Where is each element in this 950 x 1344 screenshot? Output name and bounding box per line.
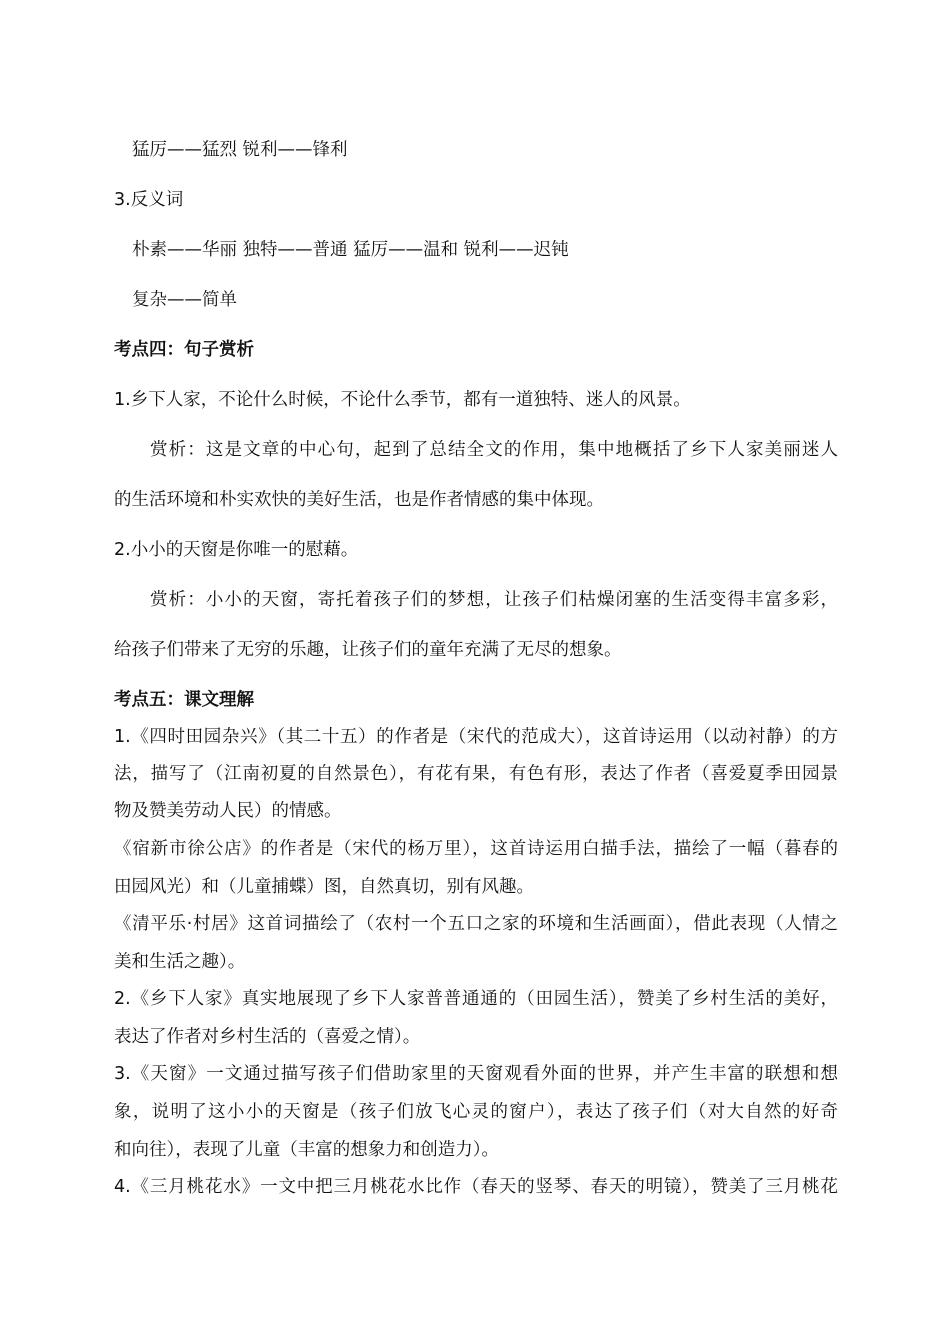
paragraph-line: 表达了作者对乡村生活的（喜爱之情）。: [114, 1027, 421, 1047]
paragraph-line: 《清平乐·村居》这首词描绘了（农村一个五口之家的环境和生活画面），借此表现（人情之: [114, 914, 838, 934]
paragraph-line: 《宿新市徐公店》的作者是（宋代的杨万里），这首诗运用白描手法，描绘了一幅（暮春的: [114, 839, 838, 859]
sentence-item: 1.乡下人家，不论什么时候，不论什么季节，都有一道独特、迷人的风景。: [114, 390, 691, 410]
paragraph-line: 美和生活之趣）。: [114, 952, 246, 972]
paragraph-line: 物及赞美劳动人民）的情感。: [114, 801, 342, 821]
paragraph-line: 象，说明了这小小的天窗是（孩子们放飞心灵的窗户），表达了孩子们（对大自然的好奇: [114, 1102, 838, 1122]
sentence-item: 2.小小的天窗是你唯一的慰藉。: [114, 540, 359, 560]
analysis-text: 赏析：小小的天窗，寄托着孩子们的梦想，让孩子们枯燥闭塞的生活变得丰富多彩，: [150, 590, 838, 610]
analysis-text: 的生活环境和朴实欢快的美好生活，也是作者情感的集中体现。: [114, 490, 604, 510]
antonym-heading: 3.反义词: [114, 190, 184, 210]
analysis-text: 给孩子们带来了无穷的乐趣，让孩子们的童年充满了无尽的想象。: [114, 640, 622, 660]
section-heading: 考点五：课文理解: [114, 690, 254, 710]
antonym-line: 复杂——简单: [132, 290, 237, 310]
paragraph-line: 1.《四时田园杂兴》（其二十五）的作者是（宋代的范成大），这首诗运用（以动衬静）的方: [114, 727, 838, 747]
antonym-line: 朴素——华丽 独特——普通 猛厉——温和 锐利——迟钝: [132, 240, 569, 260]
section-heading: 考点四：句子赏析: [114, 340, 254, 360]
paragraph-line: 3.《天窗》一文通过描写孩子们借助家里的天窗观看外面的世界，并产生丰富的联想和想: [114, 1064, 838, 1084]
paragraph-line: 田园风光）和（儿童捕蝶）图，自然真切，别有风趣。: [114, 877, 534, 897]
synonym-line: 猛厉——猛烈 锐利——锋利: [132, 140, 348, 160]
paragraph-line: 2.《乡下人家》真实地展现了乡下人家普普通通的（田园生活），赞美了乡村生活的美好，: [114, 989, 838, 1009]
paragraph-line: 和向往），表现了儿童（丰富的想象力和创造力）。: [114, 1140, 499, 1160]
paragraph-line: 4.《三月桃花水》一文中把三月桃花水比作（春天的竖琴、春天的明镜），赞美了三月桃花: [114, 1177, 838, 1197]
analysis-text: 赏析：这是文章的中心句，起到了总结全文的作用，集中地概括了乡下人家美丽迷人: [150, 440, 838, 460]
paragraph-line: 法，描写了（江南初夏的自然景色），有花有果，有色有形，表达了作者（喜爱夏季田园景: [114, 764, 838, 784]
